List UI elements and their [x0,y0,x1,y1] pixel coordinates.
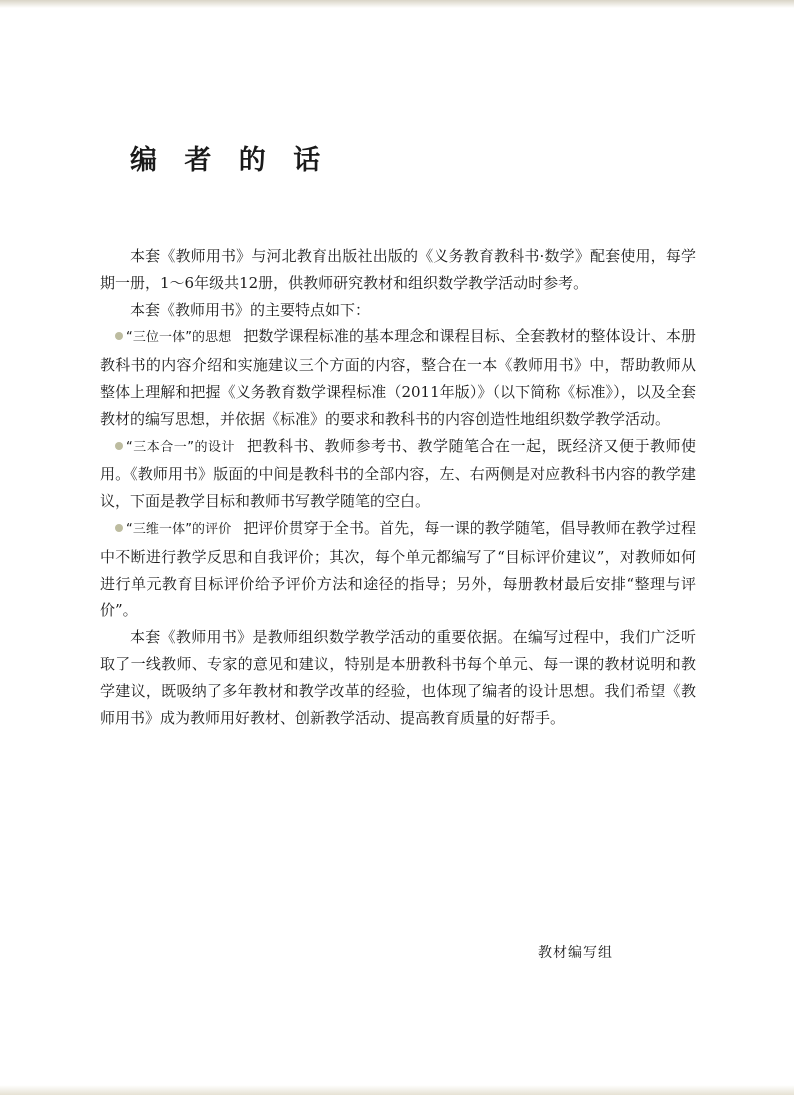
feature-text: 把教科书、教师参考书、教学随笔合在一起，既经济又便于教师使用。《教师用书》版面的中间是教科书的全部内容，左、右两侧是对应教科书内容的教学建议，下面是教学目标和教师书写教学随笔的空白。 [100,436,696,511]
signature: 教材编写组 [538,945,613,961]
page-title: 编 者 的 话 [130,145,330,177]
features-lead-paragraph: 本套《教师用书》的主要特点如下： [130,300,371,319]
page-bottom-edge [0,1085,794,1095]
feature-item [100,433,696,515]
page-top-edge [0,0,794,8]
bullet-dot-icon [115,332,123,340]
bullet-dot-icon [115,442,123,450]
feature-text: 把数学课程标准的基本理念和课程目标、全套教材的整体设计、本册教科书的内容介绍和实施建议三个方面的内容，整合在一本《教师用书》中，帮助教师从整体上理解和把握《义务教育数学课程标准（2011年版）》（以下简称《标准》），以及全套教材的编写思想，并依据《标准》的要求和教科书的内容创造性地组织数学教学活动。 [100,327,696,428]
feature-text: 把评价贯穿于全书。首先，每一课的教学随笔，倡导教师在教学过程中不断进行教学反思和自我评价；其次，每个单元都编写了“目标评价建议”，对教师如何进行单元教育目标评价给予评价方法和途径的指导；另外，每册教材最后安排“整理与评价”。 [100,518,696,620]
feature-heading: “三维一体”的评价 [126,521,232,537]
bullet-dot-icon [115,524,123,532]
body-text [100,243,696,731]
feature-item [100,323,696,432]
intro-paragraph: 本套《教师用书》与河北教育出版社出版的《义务教育教科书·数学》配套使用，每学期一册，1～6年级共12册，供教师研究教材和组织数学教学活动时参考。 [100,247,696,292]
feature-heading: “三本合一”的设计 [126,439,235,455]
closing-paragraph: 本套《教师用书》是教师组织数学教学活动的重要依据。在编写过程中，我们广泛听取了一线教师、专家的意见和建议，特别是本册教科书每个单元、每一课的教材说明和教学建议，既吸纳了多年教材和教学改革的经验，也体现了编者的设计思想。我们希望《教师用书》成为教师用好教材、创新教学活动、提高教育质量的好帮手。 [100,628,696,727]
feature-heading: “三位一体”的思想 [126,330,232,346]
feature-item [100,515,696,624]
